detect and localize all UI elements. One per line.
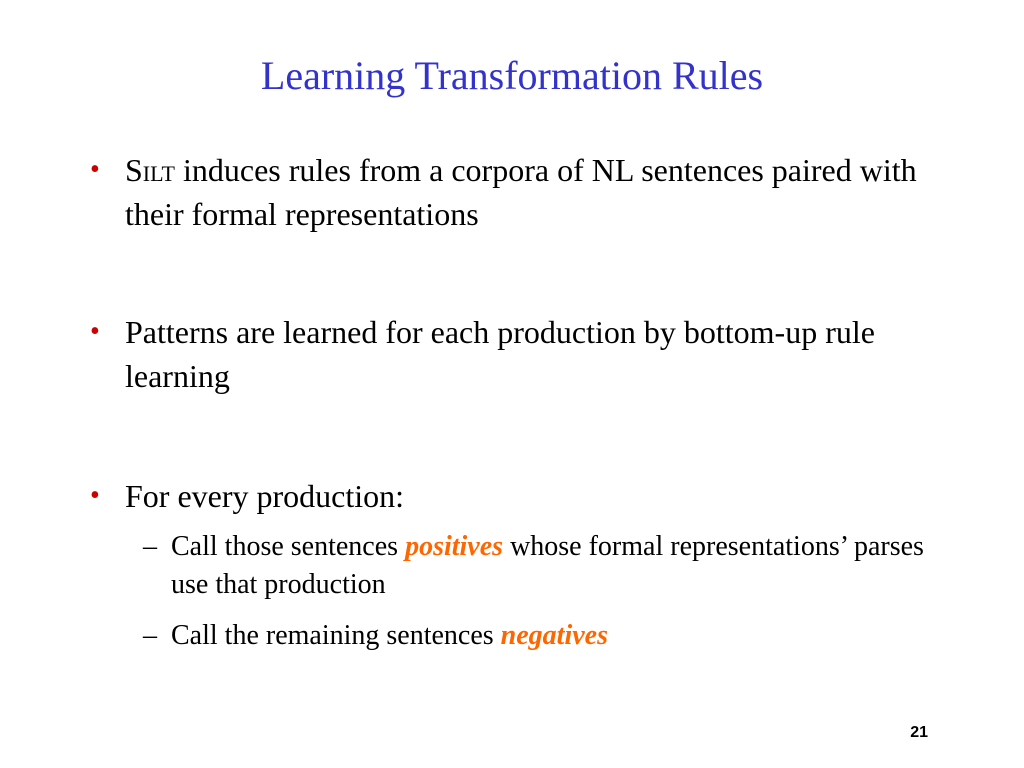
slide-title: Learning Transformation Rules <box>260 53 764 98</box>
slide-number: 21 <box>910 724 928 741</box>
system-name-initial: S <box>125 152 143 188</box>
sub-bullet-text-before: Call the remaining sentences <box>171 620 501 651</box>
bullet-text <box>125 148 950 236</box>
sub-bullet-item-2 <box>143 617 943 655</box>
sub-bullet-text-before: Call those sentences <box>171 531 406 562</box>
bullet-text: Patterns are learned for each production by bottom-up rule learning <box>125 314 875 394</box>
bullet-item-2 <box>90 310 950 398</box>
emphasis-positives: positives <box>405 531 504 562</box>
bullet-text: For every production: <box>125 478 405 514</box>
bullet-item-3 <box>90 474 950 518</box>
bullet-marker: • <box>90 154 100 185</box>
system-name-smallcaps: ilt <box>142 152 175 188</box>
sub-bullet-marker: – <box>143 531 157 562</box>
sub-bullet-text-after: whose formal representations’ parses use that production <box>171 531 924 600</box>
sub-bullet-item-1 <box>143 528 943 604</box>
bullet-marker: • <box>90 480 100 511</box>
emphasis-negatives: negatives <box>500 620 608 651</box>
sub-bullet-text <box>171 617 943 655</box>
bullet-text-body: induces rules from a corpora of NL sentences paired with their formal representations <box>125 152 917 232</box>
sub-bullet-text <box>171 528 943 604</box>
bullet-item-1 <box>90 148 950 236</box>
bullet-marker: • <box>90 316 100 347</box>
sub-bullet-marker: – <box>143 620 157 651</box>
